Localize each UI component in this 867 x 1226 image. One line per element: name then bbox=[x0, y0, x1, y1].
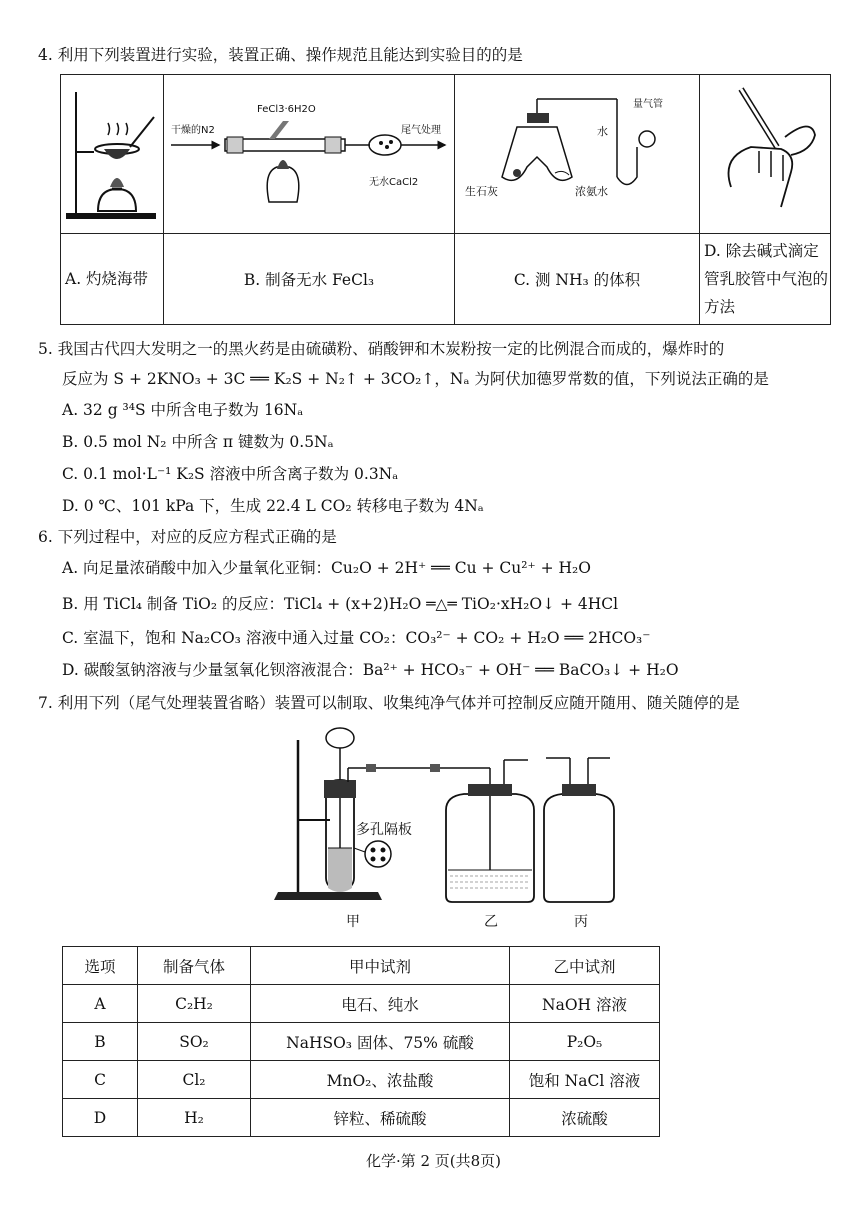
tail-label: 尾气处理 bbox=[401, 125, 441, 136]
q7-options-table bbox=[62, 946, 660, 1137]
q5-option-d: D. 0 ℃、101 kPa 下，生成 22.4 L CO₂ 转移电子数为 4Nₐ bbox=[62, 497, 484, 515]
table-row bbox=[63, 1061, 660, 1099]
col-header: 选项 bbox=[63, 947, 138, 985]
cacl-label: 无水CaCl2 bbox=[369, 177, 419, 188]
table-header-row bbox=[63, 947, 660, 985]
table-row bbox=[63, 985, 660, 1023]
table-cell: H₂ bbox=[138, 1099, 251, 1137]
table-cell: NaHSO₃ 固体、75% 硫酸 bbox=[251, 1023, 510, 1061]
q4-option-b: B. 制备无水 FeCl₃ bbox=[164, 234, 455, 325]
table-cell: 饱和 NaCl 溶液 bbox=[510, 1061, 660, 1099]
table-cell: 锌粒、稀硫酸 bbox=[251, 1099, 510, 1137]
q4-apparatus-table bbox=[60, 74, 831, 325]
q4-fig-b-cell bbox=[164, 75, 455, 234]
q6-option-c: C. 室温下，饱和 Na₂CO₃ 溶液中通入过量 CO₂：CO₃²⁻ + CO₂ + H₂O ══ 2HCO₃⁻ bbox=[62, 629, 651, 647]
page-footer: 化学·第 2 页(共8页) bbox=[365, 1152, 502, 1170]
q4-option-a: A. 灼烧海带 bbox=[61, 234, 164, 325]
q5-stem-line1: 5. 我国古代四大发明之一的黑火药是由硫磺粉、硝酸钾和木炭粉按一定的比例混合而成的，爆炸时的 bbox=[38, 340, 725, 358]
q6-option-a: A. 向足量浓硝酸中加入少量氧化亚铜：Cu₂O + 2H⁺ ══ Cu + Cu²⁺ + H₂O bbox=[62, 559, 591, 577]
table-cell: 电石、纯水 bbox=[251, 985, 510, 1023]
q6-option-b: B. 用 TiCl₄ 制备 TiO₂ 的反应：TiCl₄ + (x+2)H₂O ═△═ TiO₂·xH₂O↓ + 4HCl bbox=[62, 595, 619, 613]
q4-option-d: D. 除去碱式滴定管乳胶管中气泡的方法 bbox=[700, 234, 831, 325]
fecl-label: FeCl3·6H2O bbox=[257, 104, 316, 115]
porous-board-label: 多孔隔板 bbox=[356, 822, 412, 838]
table-cell: P₂O₅ bbox=[510, 1023, 660, 1061]
q5-option-b: B. 0.5 mol N₂ 中所含 π 键数为 0.5Nₐ bbox=[62, 433, 334, 451]
n2-label: 干燥的N2 bbox=[171, 125, 215, 136]
bing-label: 丙 bbox=[574, 914, 588, 930]
table-cell: MnO₂、浓盐酸 bbox=[251, 1061, 510, 1099]
q5-option-c: C. 0.1 mol·L⁻¹ K₂S 溶液中所含离子数为 0.3Nₐ bbox=[62, 465, 399, 483]
q7-apparatus-figure bbox=[270, 720, 630, 935]
col-header: 甲中试剂 bbox=[251, 947, 510, 985]
table-cell: SO₂ bbox=[138, 1023, 251, 1061]
q5-stem-line2: 反应为 S + 2KNO₃ + 3C ══ K₂S + N₂↑ + 3CO₂↑，Nₐ 为阿伏加德罗常数的值，下列说法正确的是 bbox=[62, 370, 769, 388]
q7-stem: 7. 利用下列（尾气处理装置省略）装置可以制取、收集纯净气体并可控制反应随开随用、随关随停的是 bbox=[38, 694, 740, 712]
col-header: 乙中试剂 bbox=[510, 947, 660, 985]
tube-label: 量气管 bbox=[633, 99, 663, 110]
table-cell: NaOH 溶液 bbox=[510, 985, 660, 1023]
table-cell: C bbox=[63, 1061, 138, 1099]
q4-fig-c-cell bbox=[455, 75, 700, 234]
q4-stem: 4. 利用下列装置进行实验，装置正确、操作规范且能达到实验目的的是 bbox=[38, 46, 523, 64]
water-label: 水 bbox=[597, 125, 608, 138]
table-cell: A bbox=[63, 985, 138, 1023]
table-cell: Cl₂ bbox=[138, 1061, 251, 1099]
q6-stem: 6. 下列过程中，对应的反应方程式正确的是 bbox=[38, 528, 337, 546]
table-cell: C₂H₂ bbox=[138, 985, 251, 1023]
table-cell: D bbox=[63, 1099, 138, 1137]
q6-option-d: D. 碳酸氢钠溶液与少量氢氧化钡溶液混合：Ba²⁺ + HCO₃⁻ + OH⁻ ══ BaCO₃↓ + H₂O bbox=[62, 661, 679, 679]
table-row bbox=[63, 1023, 660, 1061]
yi-label: 乙 bbox=[484, 914, 498, 930]
q4-fig-d-cell bbox=[700, 75, 831, 234]
table-row bbox=[63, 1099, 660, 1137]
q4-fig-a-cell bbox=[61, 75, 164, 234]
q5-option-a: A. 32 g ³⁴S 中所含电子数为 16Nₐ bbox=[62, 401, 304, 419]
nh3-volume-figure bbox=[457, 77, 697, 227]
jia-label: 甲 bbox=[346, 914, 360, 930]
fecl3-apparatus-figure bbox=[165, 77, 453, 227]
cao-label: 生石灰 bbox=[465, 185, 498, 198]
table-cell: 浓硫酸 bbox=[510, 1099, 660, 1137]
nh3-label: 浓氨水 bbox=[575, 185, 608, 198]
q4-option-c: C. 测 NH₃ 的体积 bbox=[455, 234, 700, 325]
col-header: 制备气体 bbox=[138, 947, 251, 985]
burette-hand-figure bbox=[701, 77, 829, 227]
crucible-burner-figure bbox=[62, 77, 162, 227]
table-cell: B bbox=[63, 1023, 138, 1061]
